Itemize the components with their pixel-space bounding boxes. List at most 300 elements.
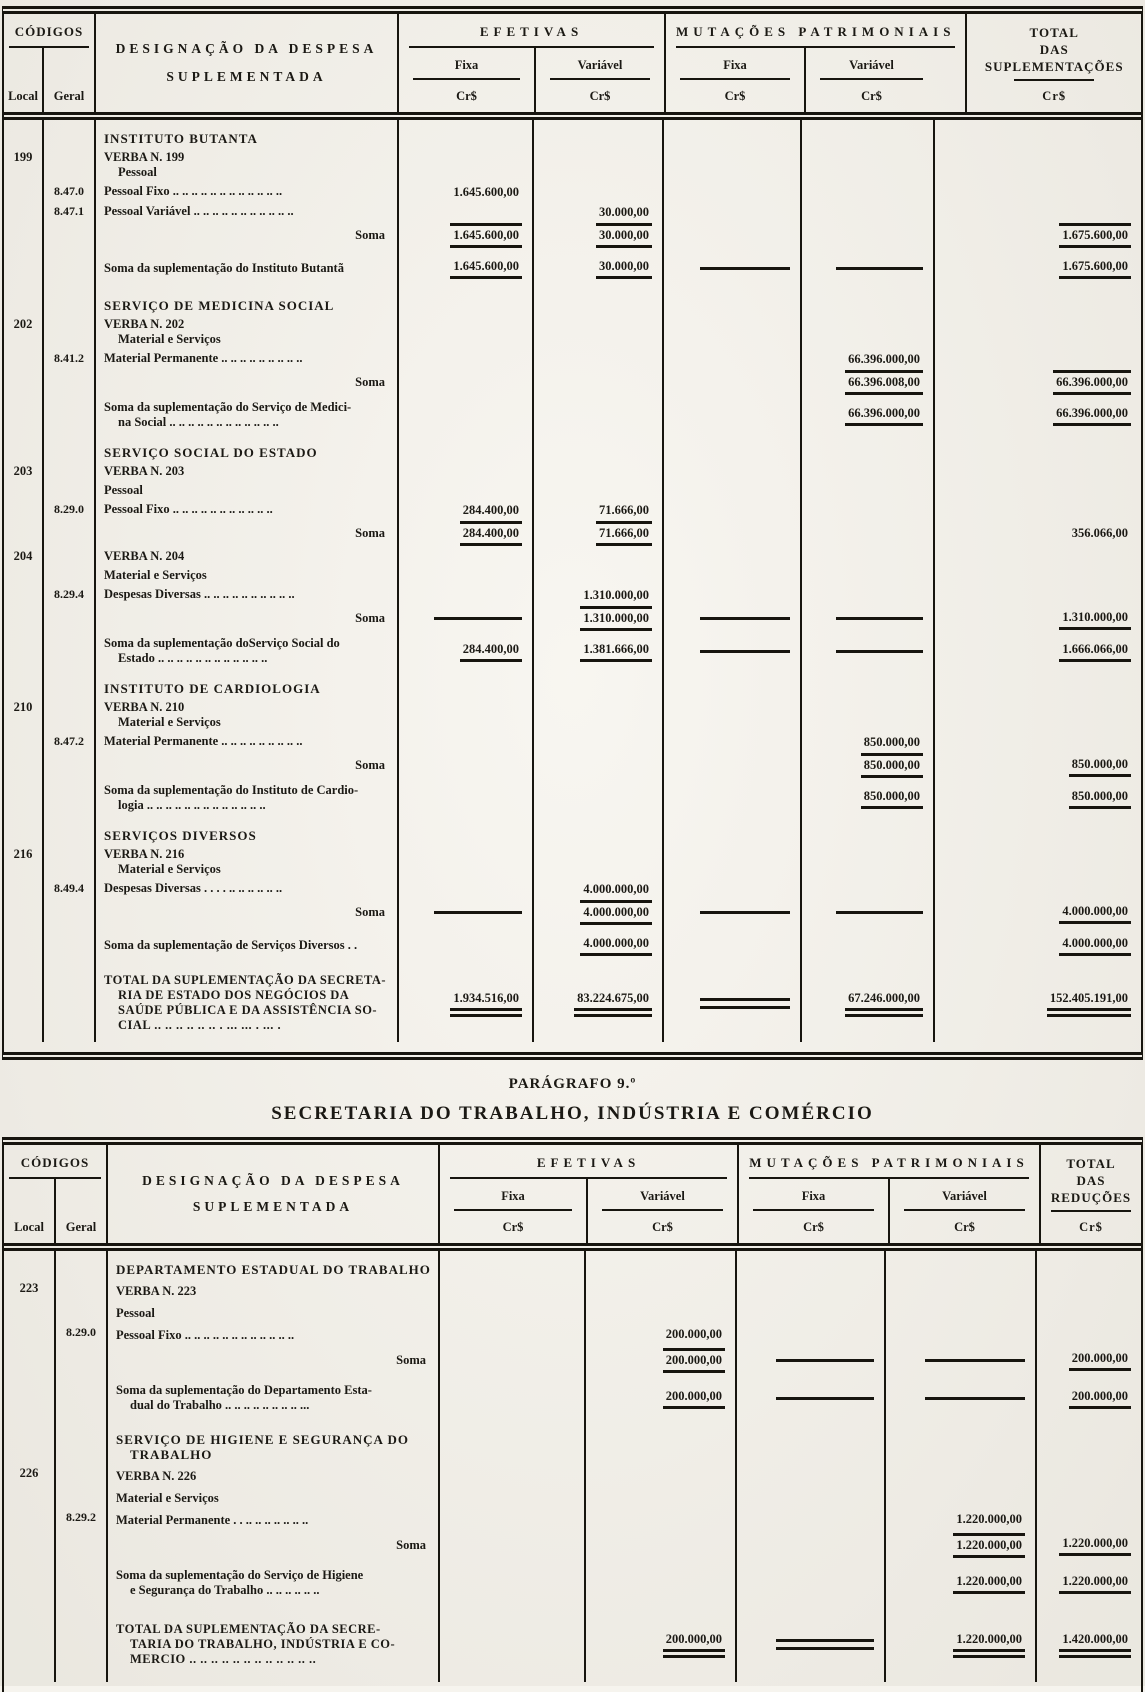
amount-fixa: [440, 1464, 586, 1486]
amount-total: [935, 148, 1141, 182]
amount-value: 1.220.000,00: [1059, 1534, 1131, 1556]
amount-mfixa: [737, 1606, 886, 1682]
table-row-soma: [4, 520, 1141, 547]
amount-fixa: [440, 1301, 586, 1323]
blank-rule: [925, 1359, 1025, 1362]
amount-variavel: [534, 926, 664, 964]
amount-total: [1037, 1375, 1141, 1421]
amount-mfixa: [664, 202, 802, 222]
amount-fixa: [399, 670, 534, 698]
amount-variavel: [586, 1251, 737, 1279]
amount-variavel: [586, 1508, 737, 1530]
amount-mfixa: [664, 845, 802, 879]
amount-total: [935, 632, 1141, 670]
amount-mvariavel: [802, 520, 935, 547]
amount-mfixa: [664, 349, 802, 369]
amount-mvariavel: [802, 547, 935, 566]
code-local: [4, 1560, 56, 1606]
row-label: [96, 369, 399, 396]
amount-variavel: [534, 120, 664, 148]
code-geral: [44, 845, 96, 879]
amount-value: 850.000,00: [861, 753, 923, 778]
column-header-geral: Geral: [65, 1220, 97, 1234]
amount-mvariavel: [802, 926, 935, 964]
code-local: [4, 1421, 56, 1464]
amount-variavel: [534, 462, 664, 481]
table-row-sum: [4, 1560, 1141, 1606]
amount-value: 1.934.516,00: [450, 989, 522, 1017]
amount-value: 200.000,00: [663, 1630, 725, 1658]
amount-variavel: [534, 182, 664, 202]
amount-fixa: [399, 315, 534, 349]
amount-mfixa: [664, 752, 802, 779]
table-row-total: [4, 964, 1141, 1042]
blank-rule: [700, 267, 790, 270]
row-label: VERBA N. 202 Material e Serviços: [96, 315, 399, 349]
code-local: 204: [4, 547, 44, 566]
amount-mvariavel: [802, 817, 935, 845]
code-geral: [56, 1421, 108, 1464]
amount-mfixa: [664, 566, 802, 585]
code-geral: [56, 1375, 108, 1421]
amount-fixa: [399, 202, 534, 222]
paragrafo-title: PARÁGRAFO 9.º: [508, 1076, 637, 1092]
amount-value: 284.400,00: [460, 521, 522, 546]
table-row-soma: [4, 899, 1141, 926]
amount-fixa: [399, 396, 534, 434]
row-label: TOTAL DA SUPLEMENTAÇÃO DA SECRETA- RIA DE ESTADO DOS NEGÓCIOS DA SAÚDE PÚBLICA E DA ASSISTÊNCIA SO- CIAL .. .. .. .. .. .. . ... ... . ... .: [96, 964, 399, 1042]
code-local: 226: [4, 1464, 56, 1486]
code-geral: [44, 148, 96, 182]
code-geral: [44, 249, 96, 287]
table1-header: [4, 14, 1141, 120]
code-geral: [56, 1301, 108, 1323]
row-label: Despesas Diversas .. .. .. .. .. .. .. .. .. ..: [96, 585, 399, 605]
row-label: SERVIÇO SOCIAL DO ESTADO: [96, 434, 399, 462]
code-geral: 8.49.4: [44, 879, 96, 899]
code-geral: [56, 1464, 108, 1486]
amount-mvariavel: [802, 202, 935, 222]
row-label: VERBA N. 216 Material e Serviços: [96, 845, 399, 879]
code-local: [4, 632, 44, 670]
codigos-title: CÓDIGOS: [9, 1145, 101, 1179]
row-label: SERVIÇO DE HIGIENE E SEGURANÇA DO TRABALHO: [108, 1421, 440, 1464]
table-row-section: [4, 1421, 1141, 1464]
column-header-designacao: DESIGNAÇÃO DA DESPESA SUPLEMENTADA: [108, 1145, 440, 1243]
code-local: [4, 222, 44, 249]
amount-mfixa: [664, 182, 802, 202]
amount-variavel: [534, 249, 664, 287]
amount-total: [935, 120, 1141, 148]
currency-label: Cr$: [954, 1220, 975, 1234]
amount-total: [1037, 1530, 1141, 1560]
code-geral: [56, 1279, 108, 1301]
code-local: [4, 182, 44, 202]
code-local: [4, 566, 44, 585]
code-geral: [44, 670, 96, 698]
column-header-total: TOTAL DAS SUPLEMENTAÇÕES Cr$: [984, 25, 1124, 103]
amount-total: [1037, 1251, 1141, 1279]
amount-mvariavel: [802, 222, 935, 249]
row-label: [96, 752, 399, 779]
row-label: [96, 222, 399, 249]
amount-mfixa: [664, 547, 802, 566]
amount-variavel: [534, 369, 664, 396]
amount-mvariavel: [886, 1345, 1037, 1375]
amount-mfixa: [664, 964, 802, 1042]
amount-mfixa: [737, 1464, 886, 1486]
amount-mfixa: [664, 148, 802, 182]
table-row-entry: [4, 500, 1141, 520]
amount-mfixa: [737, 1530, 886, 1560]
row-label: [96, 520, 399, 547]
code-local: [4, 369, 44, 396]
amount-variavel: [534, 779, 664, 817]
code-local: [4, 1301, 56, 1323]
code-geral: [44, 779, 96, 817]
amount-total: [935, 396, 1141, 434]
row-label: Pessoal: [96, 481, 399, 500]
amount-total: [935, 670, 1141, 698]
section-heading: [2, 1060, 1143, 1137]
amount-mvariavel: [886, 1606, 1037, 1682]
amount-mvariavel: [802, 120, 935, 148]
amount-mvariavel: [802, 585, 935, 605]
table-row-entry: [4, 1323, 1141, 1345]
amount-value: 200.000,00: [665, 1327, 722, 1341]
code-geral: 8.29.2: [56, 1508, 108, 1530]
amount-mvariavel: [802, 349, 935, 369]
amount-total: [935, 315, 1141, 349]
blank-rule: [776, 1397, 874, 1400]
currency-label: Cr$: [861, 89, 882, 103]
amount-mvariavel: [802, 434, 935, 462]
row-label: Pessoal Variável .. .. .. .. .. .. .. .. .. .. ..: [96, 202, 399, 222]
amount-value: 30.000,00: [596, 223, 652, 248]
table-row-entry: [4, 202, 1141, 222]
amount-total: [935, 500, 1141, 520]
amount-value: 1.666.066,00: [1059, 640, 1131, 662]
amount-variavel: [534, 879, 664, 899]
amount-fixa: [399, 605, 534, 632]
amount-mfixa: [737, 1301, 886, 1323]
table-row-entry: [4, 148, 1141, 182]
amount-total: [935, 926, 1141, 964]
amount-mvariavel: [802, 732, 935, 752]
row-label: INSTITUTO BUTANTA: [96, 120, 399, 148]
table-row-entry: [4, 1464, 1141, 1486]
amount-mvariavel: [886, 1375, 1037, 1421]
amount-variavel: [534, 964, 664, 1042]
amount-value: 66.396.008,00: [845, 370, 923, 395]
soma-label: Soma: [355, 758, 385, 772]
code-geral: [44, 632, 96, 670]
row-label: VERBA N. 223: [108, 1279, 440, 1301]
amount-mfixa: [737, 1323, 886, 1345]
amount-value: 850.000,00: [1069, 787, 1131, 809]
row-label: Soma da suplementação do Instituto de Cardio- logia .. .. .. .. .. .. .. .. .. .. .. .. ..: [96, 779, 399, 817]
amount-fixa: [440, 1323, 586, 1345]
amount-variavel: [534, 148, 664, 182]
table-row-section: [4, 1251, 1141, 1279]
amount-mvariavel: [802, 287, 935, 315]
amount-fixa: [399, 698, 534, 732]
amount-mfixa: [664, 926, 802, 964]
amount-mfixa: [664, 481, 802, 500]
code-local: [4, 964, 44, 1042]
amount-mvariavel: [802, 698, 935, 732]
amount-value: 83.224.675,00: [574, 989, 652, 1017]
soma-label: Soma: [355, 375, 385, 389]
amount-mfixa: [664, 605, 802, 632]
code-local: [4, 349, 44, 369]
amount-mvariavel: [886, 1421, 1037, 1464]
code-geral: [56, 1486, 108, 1508]
code-geral: 8.41.2: [44, 349, 96, 369]
amount-variavel: [534, 845, 664, 879]
row-label: Pessoal Fixo .. .. .. .. .. .. .. .. .. .. .. ..: [108, 1323, 440, 1345]
amount-mvariavel: [886, 1486, 1037, 1508]
table2-header: [4, 1145, 1141, 1251]
amount-mfixa: [664, 315, 802, 349]
amount-variavel: [534, 396, 664, 434]
amount-fixa: [399, 779, 534, 817]
currency-label: Cr$: [803, 1220, 824, 1234]
amount-variavel: [534, 899, 664, 926]
code-local: [4, 434, 44, 462]
amount-mvariavel: [802, 964, 935, 1042]
amount-value: 152.405.191,00: [1047, 989, 1131, 1017]
amount-variavel: [586, 1345, 737, 1375]
codigos-title: CÓDIGOS: [9, 14, 89, 48]
amount-variavel: [534, 349, 664, 369]
amount-variavel: [534, 434, 664, 462]
code-geral: [44, 547, 96, 566]
amount-fixa: [440, 1486, 586, 1508]
table-row-sum: [4, 249, 1141, 287]
amount-fixa: [440, 1421, 586, 1464]
column-header-codigos: [4, 1145, 108, 1243]
column-group-efetivas: EFETIVAS Fixa Cr$ Variável Cr$: [399, 14, 666, 112]
code-geral: [44, 899, 96, 926]
table-row-section: [4, 120, 1141, 148]
amount-total: [1037, 1508, 1141, 1530]
column-header-designacao: DESIGNAÇÃO DA DESPESA SUPLEMENTADA: [96, 14, 399, 112]
code-local: 210: [4, 698, 44, 732]
amount-fixa: [399, 148, 534, 182]
amount-total: [935, 964, 1141, 1042]
table-row-entry: [4, 566, 1141, 585]
amount-mvariavel: [802, 396, 935, 434]
amount-variavel: [586, 1606, 737, 1682]
table-row-soma: [4, 369, 1141, 396]
row-label: SERVIÇO DE MEDICINA SOCIAL: [96, 287, 399, 315]
amount-total: [935, 434, 1141, 462]
column-group-mutacoes: MUTAÇÕES PATRIMONIAIS Fixa Cr$ Variável Cr$: [739, 1145, 1041, 1243]
amount-mfixa: [664, 670, 802, 698]
row-label: [108, 1345, 440, 1375]
amount-total: [935, 817, 1141, 845]
amount-fixa: [399, 964, 534, 1042]
amount-total: [935, 698, 1141, 732]
code-geral: [44, 369, 96, 396]
amount-total: [935, 202, 1141, 222]
code-local: [4, 926, 44, 964]
amount-variavel: [534, 520, 664, 547]
table-row-entry: [4, 732, 1141, 752]
code-local: [4, 605, 44, 632]
table-row-entry: [4, 547, 1141, 566]
amount-fixa: [399, 481, 534, 500]
code-geral: [44, 481, 96, 500]
amount-total: [935, 752, 1141, 779]
row-label: Despesas Diversas . . . . .. .. .. .. .. ..: [96, 879, 399, 899]
amount-variavel: [586, 1421, 737, 1464]
amount-mfixa: [664, 779, 802, 817]
currency-label: Cr$: [456, 89, 477, 103]
amount-fixa: [440, 1530, 586, 1560]
row-label: [108, 1530, 440, 1560]
amount-total: [935, 287, 1141, 315]
amount-mvariavel: [802, 182, 935, 202]
amount-mfixa: [737, 1345, 886, 1375]
amount-mfixa: [664, 899, 802, 926]
blank-rule: [776, 1639, 874, 1650]
amount-value: 4.000.000,00: [580, 900, 652, 925]
amount-total: [1037, 1421, 1141, 1464]
amount-fixa: [399, 500, 534, 520]
blank-rule: [836, 911, 923, 914]
amount-value: 1.220.000,00: [953, 1630, 1025, 1658]
code-geral: [44, 520, 96, 547]
row-label: INSTITUTO DE CARDIOLOGIA: [96, 670, 399, 698]
amount-mvariavel: [802, 845, 935, 879]
amount-value: 1.645.600,00: [450, 223, 522, 248]
amount-fixa: [399, 349, 534, 369]
code-geral: [44, 752, 96, 779]
amount-variavel: [534, 698, 664, 732]
amount-variavel: [534, 817, 664, 845]
soma-label: Soma: [355, 611, 385, 625]
code-local: [4, 202, 44, 222]
amount-value: 850.000,00: [861, 787, 923, 809]
code-geral: [44, 462, 96, 481]
amount-variavel: [534, 632, 664, 670]
currency-label: Cr$: [1051, 1210, 1131, 1235]
row-label: Soma da suplementação do Serviço de Higiene e Segurança do Trabalho .. .. .. .. .. ..: [108, 1560, 440, 1606]
row-label: Material Permanente .. .. .. .. .. .. .. .. ..: [96, 349, 399, 369]
table2-body: [4, 1251, 1141, 1692]
table-row-entry: [4, 1508, 1141, 1530]
code-local: [4, 500, 44, 520]
amount-value: 30.000,00: [599, 205, 649, 219]
code-local: [4, 779, 44, 817]
code-geral: [44, 434, 96, 462]
soma-label: Soma: [396, 1352, 426, 1367]
amount-mvariavel: [802, 752, 935, 779]
soma-label: Soma: [355, 228, 385, 242]
amount-variavel: [586, 1530, 737, 1560]
amount-mvariavel: [886, 1323, 1037, 1345]
amount-fixa: [399, 182, 534, 202]
amount-fixa: [399, 520, 534, 547]
amount-total: [935, 481, 1141, 500]
row-label: VERBA N. 199 Pessoal: [96, 148, 399, 182]
amount-variavel: [586, 1486, 737, 1508]
amount-value: 66.396.000,00: [1053, 404, 1131, 426]
amount-mvariavel: [886, 1464, 1037, 1486]
amount-fixa: [440, 1606, 586, 1682]
amount-total: [1037, 1560, 1141, 1606]
amount-value: 850.000,00: [1069, 755, 1131, 777]
amount-mvariavel: [802, 462, 935, 481]
amount-variavel: [534, 315, 664, 349]
column-header-efetivas-fixa: Fixa Cr$: [399, 48, 534, 112]
amount-fixa: [399, 369, 534, 396]
amount-mfixa: [737, 1421, 886, 1464]
table-row-entry: [4, 1301, 1141, 1323]
amount-mfixa: [737, 1375, 886, 1421]
amount-value: 4.000.000,00: [1059, 902, 1131, 924]
amount-fixa: [399, 249, 534, 287]
code-local: 202: [4, 315, 44, 349]
amount-total: [1037, 1486, 1141, 1508]
amount-total: [935, 732, 1141, 752]
amount-value: 284.400,00: [460, 640, 522, 662]
amount-fixa: [399, 434, 534, 462]
amount-value: 71.666,00: [599, 503, 649, 517]
amount-mvariavel: [886, 1251, 1037, 1279]
code-local: 199: [4, 148, 44, 182]
table-row-entry: [4, 349, 1141, 369]
code-geral: [56, 1560, 108, 1606]
column-header-mutacoes-fixa: Fixa Cr$: [666, 48, 804, 112]
table-row-section: [4, 670, 1141, 698]
table1-body: [4, 120, 1141, 1052]
blank-rule: [776, 1359, 874, 1362]
amount-value: 4.000.000,00: [1059, 934, 1131, 956]
code-local: [4, 670, 44, 698]
blank-rule: [836, 617, 923, 620]
amount-fixa: [399, 817, 534, 845]
row-label: Soma da suplementação doServiço Social do Estado .. .. .. .. .. .. .. .. .. .. .. ..: [96, 632, 399, 670]
table-row-entry: [4, 462, 1141, 481]
amount-mvariavel: [886, 1508, 1037, 1530]
amount-variavel: [534, 605, 664, 632]
code-local: [4, 879, 44, 899]
row-label: Soma da suplementação do Instituto Butantã: [96, 249, 399, 287]
amount-value: 200.000,00: [1069, 1349, 1131, 1371]
code-geral: [56, 1530, 108, 1560]
amount-variavel: [534, 732, 664, 752]
amount-mvariavel: [886, 1530, 1037, 1560]
code-geral: [56, 1345, 108, 1375]
row-label: Soma da suplementação do Serviço de Medici- na Social .. .. .. .. .. .. .. .. .. .. .. ..: [96, 396, 399, 434]
blank-rule: [836, 650, 923, 653]
row-label: Pessoal Fixo .. .. .. .. .. .. .. .. .. .. ..: [96, 500, 399, 520]
amount-value: 1.310.000,00: [583, 588, 649, 602]
code-local: [4, 120, 44, 148]
amount-total: [935, 182, 1141, 202]
code-geral: 8.47.1: [44, 202, 96, 222]
amount-total: [1037, 1279, 1141, 1301]
code-local: [4, 1251, 56, 1279]
amount-fixa: [399, 752, 534, 779]
table-row-entry: [4, 879, 1141, 899]
code-geral: [56, 1606, 108, 1682]
code-geral: [44, 964, 96, 1042]
column-header-efetivas-fixa: Fixa Cr$: [440, 1179, 586, 1243]
